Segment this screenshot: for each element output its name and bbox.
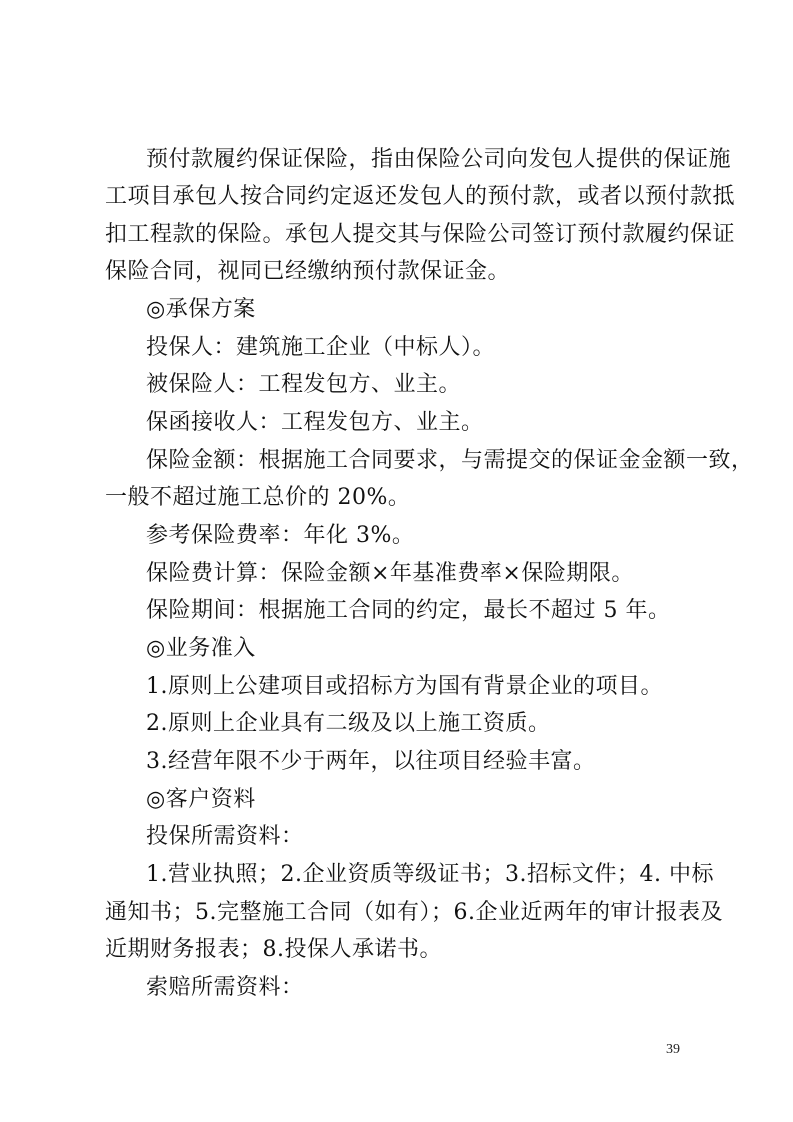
list-item: 被保险人：工程发包方、业主。 bbox=[146, 372, 462, 397]
list-item: 一般不超过施工总价的 20%。 bbox=[105, 485, 411, 510]
paragraph-line: 扣工程款的保险。承包人提交其与保险公司签订预付款履约保证 bbox=[105, 222, 736, 247]
section-heading: ◎客户资料 bbox=[146, 787, 256, 812]
section-heading: ◎业务准入 bbox=[146, 636, 256, 661]
list-item: 1.原则上公建项目或招标方为国有背景企业的项目。 bbox=[146, 674, 663, 699]
list-item: 3.经营年限不少于两年，以往项目经验丰富。 bbox=[146, 749, 596, 774]
section-heading: ◎承保方案 bbox=[146, 297, 256, 322]
paragraph-line: 保险合同，视同已经缴纳预付款保证金。 bbox=[105, 259, 511, 284]
list-item: 保函接收人：工程发包方、业主。 bbox=[146, 410, 484, 435]
list-item: 保险金额：根据施工合同要求，与需提交的保证金金额一致， bbox=[146, 448, 754, 473]
page-number: 39 bbox=[666, 1042, 680, 1057]
list-item: 参考保险费率：年化 3%。 bbox=[146, 523, 415, 548]
list-item: 投保所需资料： bbox=[146, 824, 304, 849]
paragraph-line: 预付款履约保证保险，指由保险公司向发包人提供的保证施 bbox=[146, 147, 732, 172]
list-item: 投保人：建筑施工企业（中标人）。 bbox=[146, 335, 496, 360]
list-item: 2.原则上企业具有二级及以上施工资质。 bbox=[146, 711, 551, 736]
list-item: 索赔所需资料： bbox=[146, 975, 304, 1000]
list-item: 保险费计算：保险金额×年基准费率×保险期限。 bbox=[146, 561, 634, 586]
list-item: 保险期间：根据施工合同的约定，最长不超过 5 年。 bbox=[146, 598, 671, 623]
list-item: 通知书；5.完整施工合同（如有）；6.企业近两年的审计报表及 bbox=[105, 900, 723, 925]
list-item: 近期财务报表；8.投保人承诺书。 bbox=[105, 937, 442, 962]
paragraph-line: 工项目承包人按合同约定返还发包人的预付款，或者以预付款抵 bbox=[105, 184, 736, 209]
list-item: 1.营业执照；2.企业资质等级证书；3.招标文件；4. 中标 bbox=[146, 862, 714, 887]
